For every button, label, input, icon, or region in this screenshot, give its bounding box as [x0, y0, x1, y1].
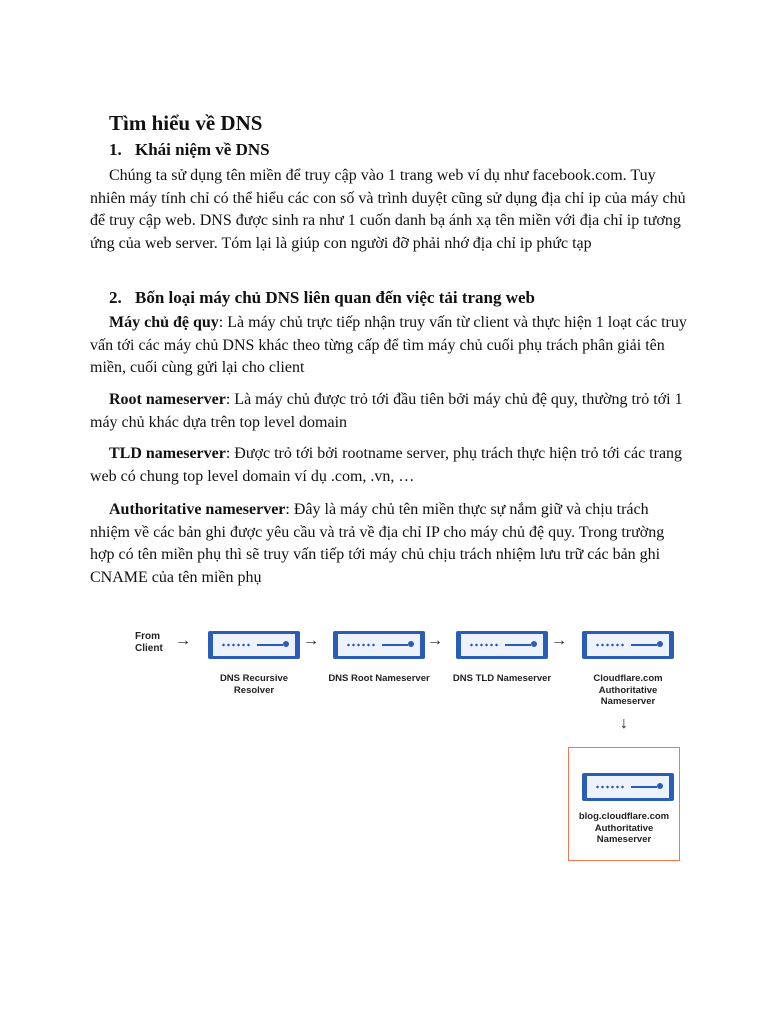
node-label-recursive-resolver: DNS Recursive Resolver: [219, 673, 289, 696]
node-label-cloudflare-authoritative: Cloudflare.com Authoritative Nameserver: [593, 673, 663, 707]
authoritative-nameserver-paragraph: [90, 499, 690, 589]
node-label-blog-authoritative: blog.cloudflare.com Authoritative Nameserver: [578, 811, 670, 845]
arrow-right-icon: →: [427, 632, 443, 649]
arrow-right-icon: →: [303, 632, 319, 649]
tld-nameserver-term: TLD nameserver: [109, 445, 226, 462]
authoritative-nameserver-term: Authoritative nameserver: [109, 501, 286, 518]
dns-lookup-diagram: [135, 625, 695, 865]
server-icon: [584, 773, 672, 801]
node-label-tld-nameserver: DNS TLD Nameserver: [452, 673, 552, 684]
server-icon: [458, 631, 546, 659]
section-2-number: 2.: [109, 288, 122, 307]
from-client-label: From Client: [135, 631, 163, 654]
root-nameserver-paragraph: [90, 389, 690, 434]
section-1-heading: [109, 140, 270, 160]
root-nameserver-desc: : Là máy chủ được trỏ tới đầu tiên bởi máy chủ đệ quy, thường trỏ tới 1 máy chủ khác dựa trên top level domain: [90, 391, 683, 431]
authoritative-nameserver-desc: : Đây là máy chủ tên miền thực sự nắm giữ và chịu trách nhiệm về các bản ghi được yêu cầu và trả về địa chỉ IP cho máy chủ đệ quy. Trong trường hợp có tên miền phụ thì sẽ truy vấn tiếp tới máy chủ chịu trách nhiệm lưu trữ các bản ghi CNAME của tên miền phụ: [90, 501, 665, 586]
section-1-number: 1.: [109, 140, 122, 159]
node-label-root-nameserver: DNS Root Nameserver: [328, 673, 430, 684]
root-nameserver-term: Root nameserver: [109, 391, 226, 408]
tld-nameserver-desc: : Được trỏ tới bởi rootname server, phụ trách thực hiện trỏ tới các trang web có chung top level domain ví dụ .com, .vn, …: [90, 445, 683, 485]
section-2-title: Bốn loại máy chủ DNS liên quan đến việc tải trang web: [135, 288, 536, 307]
recursive-resolver-term: Máy chủ đệ quy: [109, 314, 219, 331]
arrow-down-icon: ↓: [620, 715, 628, 732]
server-icon: [210, 631, 298, 659]
page-title: Tìm hiểu về DNS: [109, 111, 263, 135]
recursive-resolver-desc: : Là máy chủ trực tiếp nhận truy vấn từ client và thực hiện 1 loạt các truy vấn tới các máy chủ DNS khác theo từng cấp để tìm máy chủ cuối phụ trách phân giải tên miền, cuối cùng gửi lại cho client: [90, 314, 687, 376]
server-icon: [335, 631, 423, 659]
section-2-heading: [109, 288, 535, 308]
section-1-title: Khái niệm về DNS: [135, 140, 270, 159]
arrow-right-icon: →: [551, 632, 567, 649]
arrow-right-icon: →: [175, 632, 191, 649]
tld-nameserver-paragraph: [90, 443, 690, 488]
server-icon: [584, 631, 672, 659]
section-1-body: Chúng ta sử dụng tên miền để truy cập vào 1 trang web ví dụ như facebook.com. Tuy nhiên máy tính chỉ có thể hiểu các con số và trình duyệt cũng sử dụng địa chỉ ip của máy chủ để truy cập web. DNS được sinh ra như 1 cuốn danh bạ ánh xạ tên miền với địa chỉ ip tương ứng của web server. Tóm lại là giúp con người đỡ phải nhớ địa chỉ ip phức tạp: [90, 167, 686, 252]
recursive-resolver-paragraph: [90, 312, 690, 380]
